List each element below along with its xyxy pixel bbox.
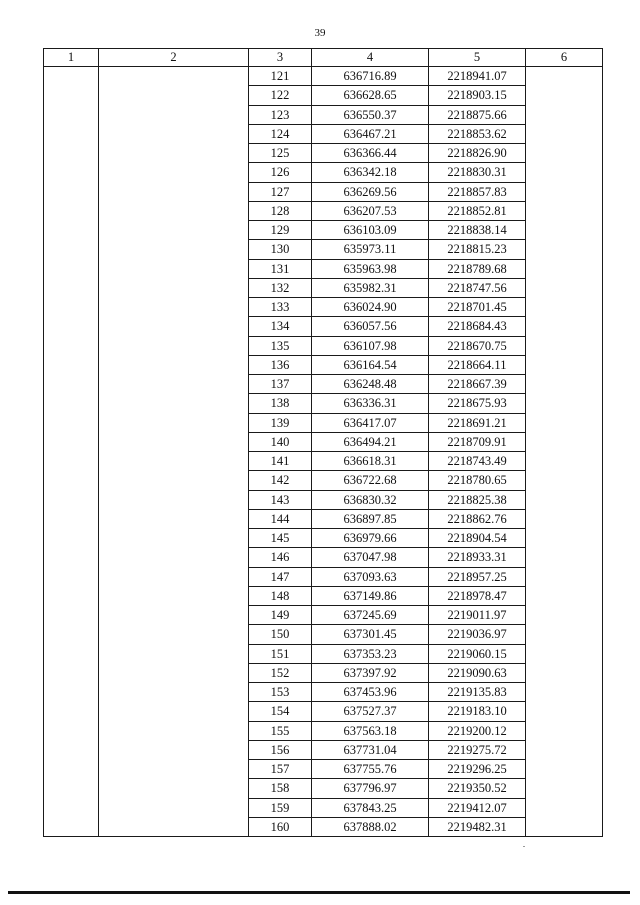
cell-col6-empty — [526, 760, 603, 779]
cell-col6-empty — [526, 394, 603, 413]
coordinates-table — [43, 48, 603, 837]
cell-x-coordinate: 636057.56 — [312, 317, 429, 336]
cell-x-coordinate: 637843.25 — [312, 798, 429, 817]
table-row — [44, 240, 603, 259]
table-row — [44, 663, 603, 682]
cell-y-coordinate: 2218853.62 — [429, 124, 526, 143]
table-row — [44, 317, 603, 336]
scan-mark — [523, 846, 525, 847]
cell-col1-empty — [44, 625, 99, 644]
cell-point-number: 148 — [249, 586, 312, 605]
cell-col1-empty — [44, 201, 99, 220]
cell-point-number: 155 — [249, 721, 312, 740]
cell-col6-empty — [526, 86, 603, 105]
cell-col1-empty — [44, 259, 99, 278]
table-row — [44, 586, 603, 605]
table-row — [44, 471, 603, 490]
table-row — [44, 67, 603, 86]
cell-col2-empty — [99, 490, 249, 509]
cell-x-coordinate: 636467.21 — [312, 124, 429, 143]
column-header-5: 5 — [429, 49, 526, 67]
cell-point-number: 153 — [249, 683, 312, 702]
cell-col2-empty — [99, 240, 249, 259]
cell-col2-empty — [99, 529, 249, 548]
cell-x-coordinate: 637397.92 — [312, 663, 429, 682]
cell-point-number: 154 — [249, 702, 312, 721]
cell-point-number: 141 — [249, 452, 312, 471]
cell-point-number: 160 — [249, 817, 312, 836]
table-row — [44, 163, 603, 182]
cell-y-coordinate: 2218978.47 — [429, 586, 526, 605]
cell-col1-empty — [44, 606, 99, 625]
table-row — [44, 817, 603, 836]
cell-point-number: 130 — [249, 240, 312, 259]
cell-y-coordinate: 2218743.49 — [429, 452, 526, 471]
table-row — [44, 452, 603, 471]
cell-x-coordinate: 636722.68 — [312, 471, 429, 490]
table-row — [44, 375, 603, 394]
cell-x-coordinate: 636830.32 — [312, 490, 429, 509]
cell-col2-empty — [99, 452, 249, 471]
cell-col1-empty — [44, 298, 99, 317]
cell-col6-empty — [526, 683, 603, 702]
cell-y-coordinate: 2219200.12 — [429, 721, 526, 740]
cell-col6-empty — [526, 336, 603, 355]
cell-col6-empty — [526, 721, 603, 740]
table-row — [44, 413, 603, 432]
table-row — [44, 105, 603, 124]
cell-col2-empty — [99, 182, 249, 201]
cell-point-number: 142 — [249, 471, 312, 490]
cell-point-number: 144 — [249, 509, 312, 528]
cell-col2-empty — [99, 105, 249, 124]
cell-col6-empty — [526, 317, 603, 336]
table-row — [44, 201, 603, 220]
cell-y-coordinate: 2218825.38 — [429, 490, 526, 509]
cell-x-coordinate: 636618.31 — [312, 452, 429, 471]
cell-col1-empty — [44, 413, 99, 432]
cell-col2-empty — [99, 625, 249, 644]
table-row — [44, 567, 603, 586]
cell-col6-empty — [526, 298, 603, 317]
cell-point-number: 145 — [249, 529, 312, 548]
table-row — [44, 394, 603, 413]
cell-col2-empty — [99, 509, 249, 528]
cell-x-coordinate: 637796.97 — [312, 779, 429, 798]
cell-y-coordinate: 2218789.68 — [429, 259, 526, 278]
cell-col6-empty — [526, 798, 603, 817]
cell-col6-empty — [526, 144, 603, 163]
cell-col6-empty — [526, 182, 603, 201]
cell-col2-empty — [99, 394, 249, 413]
cell-col1-empty — [44, 144, 99, 163]
cell-col2-empty — [99, 86, 249, 105]
cell-col6-empty — [526, 124, 603, 143]
table-row — [44, 182, 603, 201]
cell-x-coordinate: 637755.76 — [312, 760, 429, 779]
cell-point-number: 158 — [249, 779, 312, 798]
cell-col1-empty — [44, 163, 99, 182]
cell-col1-empty — [44, 278, 99, 297]
cell-col2-empty — [99, 567, 249, 586]
cell-y-coordinate: 2219482.31 — [429, 817, 526, 836]
cell-col2-empty — [99, 721, 249, 740]
cell-col6-empty — [526, 586, 603, 605]
cell-x-coordinate: 636494.21 — [312, 432, 429, 451]
cell-point-number: 152 — [249, 663, 312, 682]
cell-point-number: 139 — [249, 413, 312, 432]
cell-col1-empty — [44, 760, 99, 779]
cell-col1-empty — [44, 702, 99, 721]
cell-point-number: 134 — [249, 317, 312, 336]
cell-x-coordinate: 636164.54 — [312, 355, 429, 374]
cell-x-coordinate: 636342.18 — [312, 163, 429, 182]
cell-y-coordinate: 2218691.21 — [429, 413, 526, 432]
cell-col1-empty — [44, 124, 99, 143]
cell-x-coordinate: 636716.89 — [312, 67, 429, 86]
cell-col6-empty — [526, 529, 603, 548]
cell-y-coordinate: 2218903.15 — [429, 86, 526, 105]
cell-col6-empty — [526, 548, 603, 567]
cell-y-coordinate: 2219060.15 — [429, 644, 526, 663]
cell-col6-empty — [526, 644, 603, 663]
cell-col2-empty — [99, 760, 249, 779]
cell-col2-empty — [99, 817, 249, 836]
cell-x-coordinate: 637093.63 — [312, 567, 429, 586]
cell-y-coordinate: 2218670.75 — [429, 336, 526, 355]
cell-col1-empty — [44, 240, 99, 259]
cell-col6-empty — [526, 452, 603, 471]
cell-y-coordinate: 2219036.97 — [429, 625, 526, 644]
table-row — [44, 702, 603, 721]
cell-col2-empty — [99, 355, 249, 374]
cell-x-coordinate: 637888.02 — [312, 817, 429, 836]
cell-col6-empty — [526, 413, 603, 432]
cell-y-coordinate: 2218815.23 — [429, 240, 526, 259]
cell-y-coordinate: 2218826.90 — [429, 144, 526, 163]
cell-y-coordinate: 2218838.14 — [429, 221, 526, 240]
cell-x-coordinate: 635963.98 — [312, 259, 429, 278]
cell-col6-empty — [526, 779, 603, 798]
cell-y-coordinate: 2218875.66 — [429, 105, 526, 124]
cell-col6-empty — [526, 221, 603, 240]
cell-col1-empty — [44, 317, 99, 336]
column-header-2: 2 — [99, 49, 249, 67]
table-row — [44, 221, 603, 240]
cell-point-number: 131 — [249, 259, 312, 278]
cell-col1-empty — [44, 644, 99, 663]
cell-y-coordinate: 2218747.56 — [429, 278, 526, 297]
cell-y-coordinate: 2219296.25 — [429, 760, 526, 779]
cell-col6-empty — [526, 702, 603, 721]
cell-col1-empty — [44, 432, 99, 451]
cell-point-number: 156 — [249, 740, 312, 759]
cell-col2-empty — [99, 298, 249, 317]
cell-x-coordinate: 636207.53 — [312, 201, 429, 220]
cell-col2-empty — [99, 201, 249, 220]
table-row — [44, 355, 603, 374]
cell-col6-empty — [526, 163, 603, 182]
table-body — [44, 67, 603, 837]
cell-col2-empty — [99, 259, 249, 278]
cell-point-number: 133 — [249, 298, 312, 317]
cell-col2-empty — [99, 606, 249, 625]
cell-x-coordinate: 637353.23 — [312, 644, 429, 663]
cell-col2-empty — [99, 683, 249, 702]
table-row — [44, 432, 603, 451]
cell-col6-empty — [526, 740, 603, 759]
cell-col6-empty — [526, 375, 603, 394]
cell-col1-empty — [44, 86, 99, 105]
cell-col2-empty — [99, 432, 249, 451]
table-row — [44, 798, 603, 817]
cell-point-number: 126 — [249, 163, 312, 182]
cell-y-coordinate: 2218933.31 — [429, 548, 526, 567]
cell-point-number: 121 — [249, 67, 312, 86]
cell-x-coordinate: 637301.45 — [312, 625, 429, 644]
table-row — [44, 606, 603, 625]
cell-col1-empty — [44, 509, 99, 528]
cell-x-coordinate: 636024.90 — [312, 298, 429, 317]
cell-col2-empty — [99, 471, 249, 490]
cell-x-coordinate: 636269.56 — [312, 182, 429, 201]
cell-y-coordinate: 2218830.31 — [429, 163, 526, 182]
cell-col1-empty — [44, 529, 99, 548]
cell-point-number: 123 — [249, 105, 312, 124]
cell-col1-empty — [44, 375, 99, 394]
table-row — [44, 124, 603, 143]
column-header-1: 1 — [44, 49, 99, 67]
cell-col1-empty — [44, 355, 99, 374]
cell-point-number: 136 — [249, 355, 312, 374]
cell-point-number: 132 — [249, 278, 312, 297]
cell-x-coordinate: 636366.44 — [312, 144, 429, 163]
table-row — [44, 625, 603, 644]
cell-col6-empty — [526, 432, 603, 451]
table-header-row — [44, 49, 603, 67]
cell-col6-empty — [526, 201, 603, 220]
table-row — [44, 259, 603, 278]
table-row — [44, 86, 603, 105]
cell-x-coordinate: 637245.69 — [312, 606, 429, 625]
cell-point-number: 135 — [249, 336, 312, 355]
cell-col1-empty — [44, 586, 99, 605]
cell-point-number: 159 — [249, 798, 312, 817]
cell-y-coordinate: 2218852.81 — [429, 201, 526, 220]
cell-y-coordinate: 2218941.07 — [429, 67, 526, 86]
cell-col6-empty — [526, 471, 603, 490]
cell-col6-empty — [526, 240, 603, 259]
cell-col2-empty — [99, 317, 249, 336]
cell-y-coordinate: 2218667.39 — [429, 375, 526, 394]
cell-x-coordinate: 636979.66 — [312, 529, 429, 548]
cell-col2-empty — [99, 278, 249, 297]
cell-point-number: 143 — [249, 490, 312, 509]
cell-col1-empty — [44, 490, 99, 509]
cell-col2-empty — [99, 779, 249, 798]
cell-x-coordinate: 637453.96 — [312, 683, 429, 702]
cell-col2-empty — [99, 124, 249, 143]
cell-point-number: 146 — [249, 548, 312, 567]
cell-x-coordinate: 636248.48 — [312, 375, 429, 394]
cell-y-coordinate: 2218664.11 — [429, 355, 526, 374]
cell-x-coordinate: 636107.98 — [312, 336, 429, 355]
cell-col2-empty — [99, 663, 249, 682]
cell-x-coordinate: 636336.31 — [312, 394, 429, 413]
cell-col6-empty — [526, 259, 603, 278]
table-row — [44, 298, 603, 317]
cell-point-number: 157 — [249, 760, 312, 779]
cell-x-coordinate: 637047.98 — [312, 548, 429, 567]
cell-col1-empty — [44, 394, 99, 413]
cell-x-coordinate: 636897.85 — [312, 509, 429, 528]
cell-col6-empty — [526, 663, 603, 682]
table-row — [44, 490, 603, 509]
cell-point-number: 124 — [249, 124, 312, 143]
table-row — [44, 529, 603, 548]
cell-point-number: 127 — [249, 182, 312, 201]
cell-y-coordinate: 2218862.76 — [429, 509, 526, 528]
cell-y-coordinate: 2219350.52 — [429, 779, 526, 798]
cell-x-coordinate: 636550.37 — [312, 105, 429, 124]
cell-point-number: 125 — [249, 144, 312, 163]
cell-point-number: 150 — [249, 625, 312, 644]
cell-col1-empty — [44, 452, 99, 471]
cell-col2-empty — [99, 413, 249, 432]
cell-col2-empty — [99, 740, 249, 759]
table-row — [44, 760, 603, 779]
cell-col1-empty — [44, 336, 99, 355]
cell-point-number: 128 — [249, 201, 312, 220]
cell-col1-empty — [44, 683, 99, 702]
cell-col1-empty — [44, 182, 99, 201]
cell-y-coordinate: 2219090.63 — [429, 663, 526, 682]
table-row — [44, 144, 603, 163]
cell-y-coordinate: 2218957.25 — [429, 567, 526, 586]
cell-col6-empty — [526, 355, 603, 374]
cell-y-coordinate: 2218684.43 — [429, 317, 526, 336]
footer-rule — [8, 891, 630, 894]
cell-col1-empty — [44, 471, 99, 490]
cell-col1-empty — [44, 798, 99, 817]
cell-y-coordinate: 2218675.93 — [429, 394, 526, 413]
cell-x-coordinate: 637527.37 — [312, 702, 429, 721]
cell-col6-empty — [526, 625, 603, 644]
cell-col6-empty — [526, 817, 603, 836]
cell-point-number: 149 — [249, 606, 312, 625]
cell-point-number: 129 — [249, 221, 312, 240]
table-row — [44, 721, 603, 740]
cell-x-coordinate: 635973.11 — [312, 240, 429, 259]
cell-y-coordinate: 2218709.91 — [429, 432, 526, 451]
cell-point-number: 151 — [249, 644, 312, 663]
table-row — [44, 779, 603, 798]
cell-col2-empty — [99, 798, 249, 817]
cell-col2-empty — [99, 67, 249, 86]
cell-point-number: 122 — [249, 86, 312, 105]
cell-col1-empty — [44, 548, 99, 567]
cell-col1-empty — [44, 740, 99, 759]
column-header-6: 6 — [526, 49, 603, 67]
cell-col1-empty — [44, 105, 99, 124]
cell-y-coordinate: 2218701.45 — [429, 298, 526, 317]
table-row — [44, 683, 603, 702]
cell-y-coordinate: 2218904.54 — [429, 529, 526, 548]
cell-x-coordinate: 636417.07 — [312, 413, 429, 432]
cell-col1-empty — [44, 567, 99, 586]
cell-col2-empty — [99, 336, 249, 355]
cell-col1-empty — [44, 67, 99, 86]
cell-col2-empty — [99, 548, 249, 567]
table-row — [44, 336, 603, 355]
cell-col1-empty — [44, 663, 99, 682]
cell-x-coordinate: 637563.18 — [312, 721, 429, 740]
cell-col2-empty — [99, 163, 249, 182]
cell-col1-empty — [44, 817, 99, 836]
cell-y-coordinate: 2219135.83 — [429, 683, 526, 702]
cell-point-number: 138 — [249, 394, 312, 413]
cell-y-coordinate: 2218857.83 — [429, 182, 526, 201]
cell-point-number: 147 — [249, 567, 312, 586]
cell-x-coordinate: 637149.86 — [312, 586, 429, 605]
table-row — [44, 509, 603, 528]
cell-col6-empty — [526, 509, 603, 528]
cell-x-coordinate: 635982.31 — [312, 278, 429, 297]
cell-col2-empty — [99, 375, 249, 394]
table-row — [44, 644, 603, 663]
cell-col1-empty — [44, 721, 99, 740]
table-row — [44, 740, 603, 759]
cell-x-coordinate: 636628.65 — [312, 86, 429, 105]
cell-col1-empty — [44, 221, 99, 240]
cell-y-coordinate: 2219183.10 — [429, 702, 526, 721]
cell-point-number: 137 — [249, 375, 312, 394]
cell-col2-empty — [99, 586, 249, 605]
cell-point-number: 140 — [249, 432, 312, 451]
table-row — [44, 278, 603, 297]
cell-col6-empty — [526, 67, 603, 86]
cell-y-coordinate: 2219275.72 — [429, 740, 526, 759]
cell-x-coordinate: 637731.04 — [312, 740, 429, 759]
cell-col6-empty — [526, 278, 603, 297]
cell-col2-empty — [99, 221, 249, 240]
table-row — [44, 548, 603, 567]
cell-x-coordinate: 636103.09 — [312, 221, 429, 240]
cell-col2-empty — [99, 644, 249, 663]
cell-y-coordinate: 2218780.65 — [429, 471, 526, 490]
page-number: 39 — [314, 27, 326, 39]
cell-col1-empty — [44, 779, 99, 798]
cell-col6-empty — [526, 490, 603, 509]
column-header-4: 4 — [312, 49, 429, 67]
cell-col6-empty — [526, 105, 603, 124]
cell-col6-empty — [526, 606, 603, 625]
column-header-3: 3 — [249, 49, 312, 67]
cell-col2-empty — [99, 144, 249, 163]
cell-y-coordinate: 2219412.07 — [429, 798, 526, 817]
cell-y-coordinate: 2219011.97 — [429, 606, 526, 625]
cell-col2-empty — [99, 702, 249, 721]
cell-col6-empty — [526, 567, 603, 586]
